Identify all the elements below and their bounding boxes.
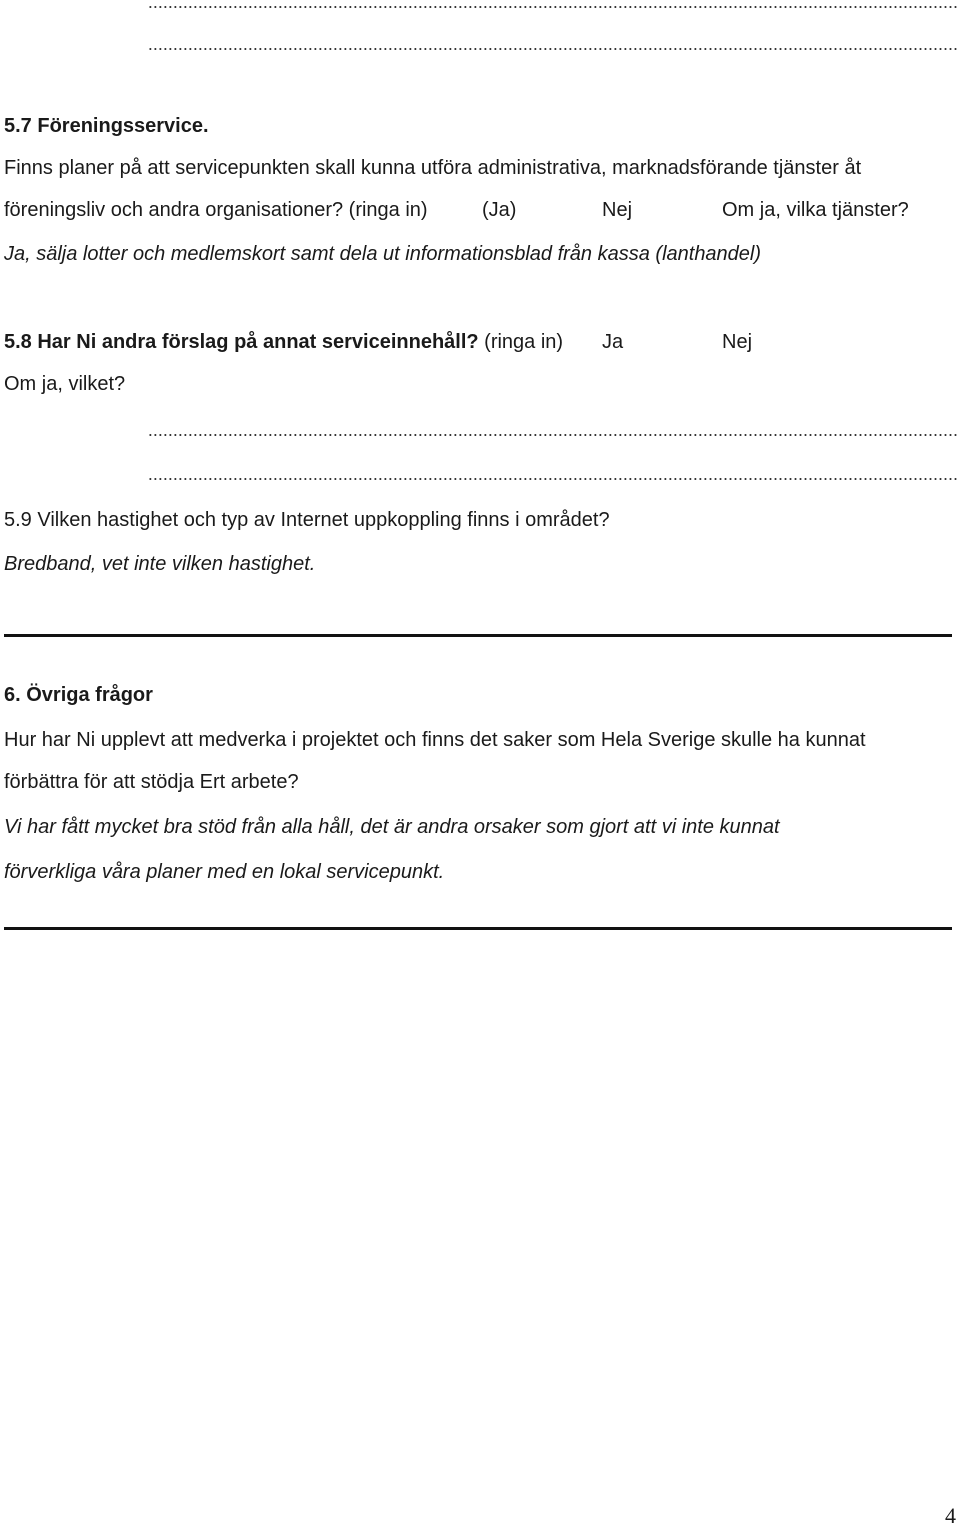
dotted-answer-line: .................................................................................................................................................................. <box>147 34 958 54</box>
section-5-8-follow-up: Om ja, vilket? <box>4 373 126 395</box>
section-6-answer-line2: förverkliga våra planer med en lokal servicepunkt. <box>4 861 445 883</box>
section-6-heading: 6. Övriga frågor <box>4 684 153 706</box>
section-5-8-ringa: (ringa in) <box>484 331 564 353</box>
section-5-7-answer: Ja, sälja lotter och medlemskort samt dela ut informationsblad från kassa (lanthandel) <box>4 243 762 265</box>
section-5-8-row <box>4 330 563 354</box>
follow-up-question: Om ja, vilka tjänster? <box>722 199 909 221</box>
section-divider <box>4 634 952 637</box>
option-nej: Nej <box>722 331 753 353</box>
dotted-answer-line: .................................................................................................................................................................. <box>147 464 958 484</box>
option-ja-circled: (Ja) <box>482 199 517 221</box>
section-5-8-heading: 5.8 Har Ni andra förslag på annat serviceinnehåll? <box>4 331 479 353</box>
section-5-7-question-line1: Finns planer på att servicepunkten skall kunna utföra administrativa, marknadsförande tjänster åt <box>4 157 862 179</box>
section-divider <box>4 927 952 930</box>
section-5-7-heading: 5.7 Föreningsservice. <box>4 115 209 137</box>
option-ja: Ja <box>602 331 624 353</box>
option-nej: Nej <box>602 199 633 221</box>
section-6-question-line2: förbättra för att stödja Ert arbete? <box>4 771 299 793</box>
section-5-9-answer: Bredband, vet inte vilken hastighet. <box>4 553 316 575</box>
section-5-9-question: 5.9 Vilken hastighet och typ av Internet uppkoppling finns i området? <box>4 509 610 531</box>
section-6-answer-line1: Vi har fått mycket bra stöd från alla håll, det är andra orsaker som gjort att vi inte kunnat <box>4 816 780 838</box>
section-6-question-line1: Hur har Ni upplevt att medverka i projektet och finns det saker som Hela Sverige skulle ha kunnat <box>4 729 866 751</box>
dotted-answer-line: .................................................................................................................................................................. <box>147 420 958 440</box>
dotted-answer-line: .................................................................................................................................................................. <box>147 0 958 12</box>
page-number: 4 <box>945 1503 956 1528</box>
section-5-7-question-line2: föreningsliv och andra organisationer? (ringa in) <box>4 199 428 221</box>
